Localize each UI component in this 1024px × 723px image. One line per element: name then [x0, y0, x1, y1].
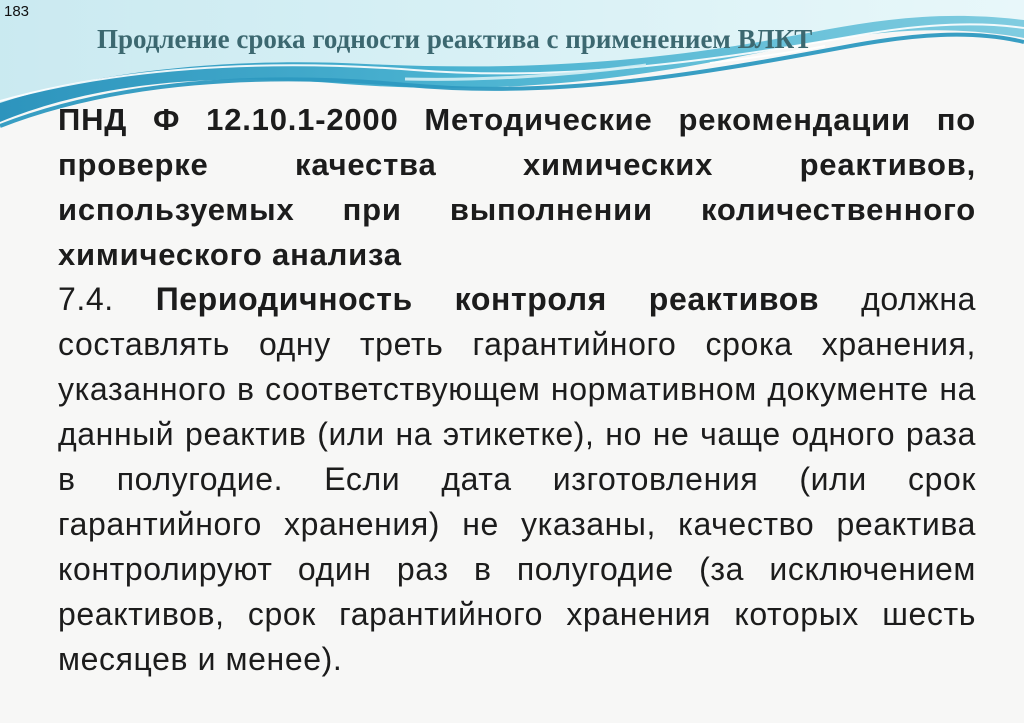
section-number: 7.4.: [58, 281, 114, 317]
document-paragraph: [58, 277, 976, 682]
document-text: [58, 97, 976, 682]
page-number: 183: [4, 3, 30, 20]
document-heading: ПНД Ф 12.10.1-2000 Методические рекомендации по проверке качества химических реактивов, используемых при выполнении количественного химического анализа: [58, 102, 976, 272]
paragraph-body: должна составлять одну треть гарантийного срока хранения, указанного в соответствующем нормативном документе на данный реактив (или на этикетке), но не чаще одного раза в полугодие. Если дата изготовления (или срок гарантийного хранения) не указаны, качество реактива контролируют один раз в полугодие (за исключением реактивов, срок гарантийного хранения которых шесть месяцев и менее).: [58, 281, 977, 677]
emphasized-phrase: Периодичность контроля реактивов: [155, 281, 820, 317]
slide-title: Продление срока годности реактива с применением ВЛКТ: [97, 24, 813, 54]
